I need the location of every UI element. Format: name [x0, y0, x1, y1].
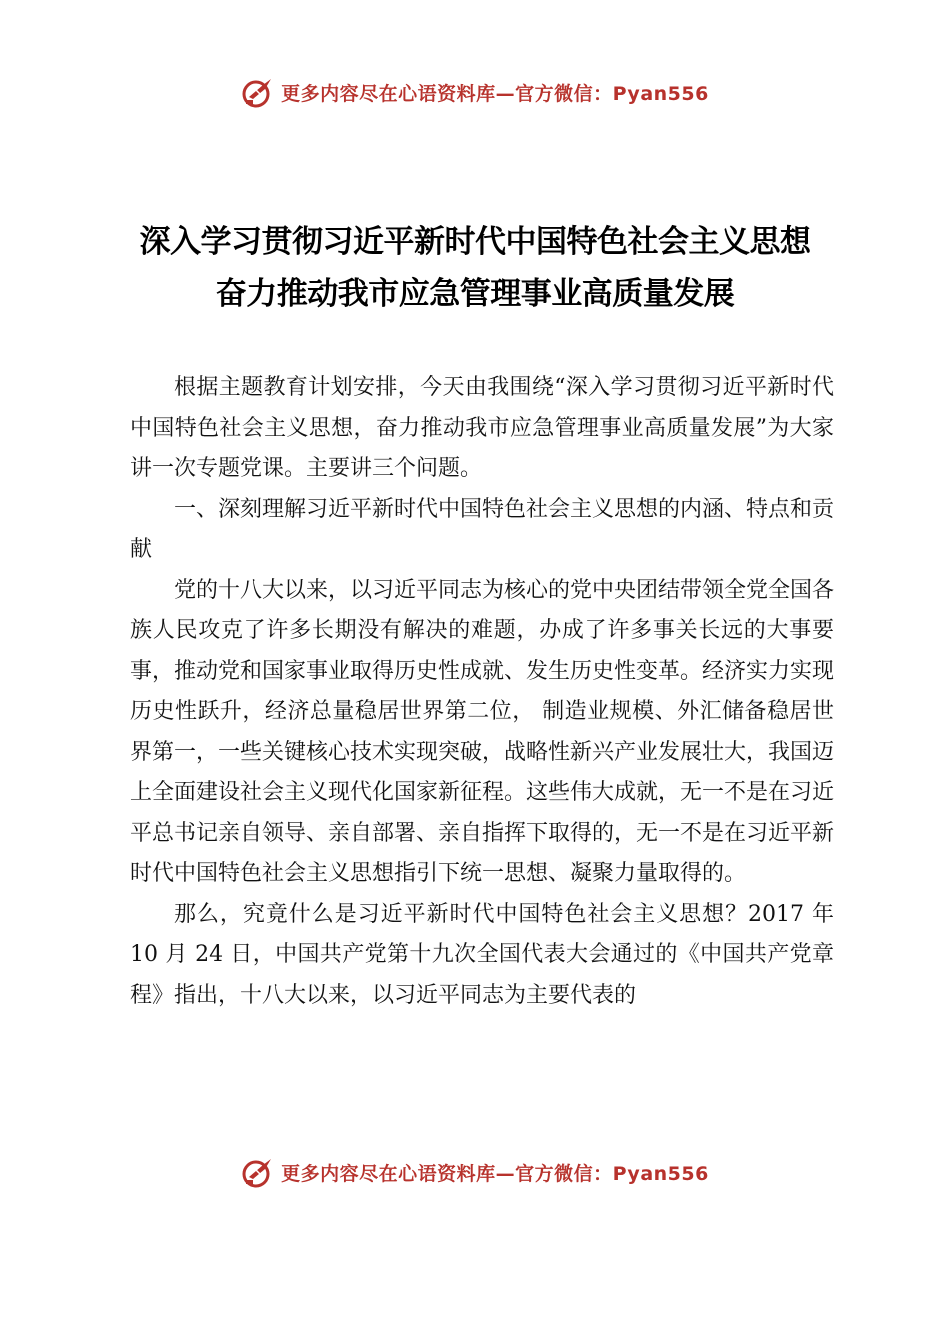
paragraph-achievements: 党的十八大以来，以习近平同志为核心的党中央团结带领全党全国各族人民攻克了许多长期没有解决的难题，办成了许多事关长远的大事要事，推动党和国家事业取得历史性成就、发生历史性变革。经济实力实现历史性跃升，经济总量稳居世界第二位， 制造业规模、外汇储备稳居世界第一，一些关键核心技术实现突破，战略性新兴产业发展壮大，我国迈上全面建设社会主义现代化国家新征程。这些伟大成就，无一不是在习近平总书记亲自领导、亲自部署、亲自指挥下取得的，无一不是在习近平新时代中国特色社会主义思想指引下统一思想、凝聚力量取得的。 — [130, 577, 835, 886]
header-banner — [0, 72, 950, 112]
quill-seal-logo-icon — [241, 75, 275, 109]
footer-banner — [0, 1152, 950, 1192]
document-body — [130, 368, 834, 1016]
footer-banner-text: 更多内容尽在心语资料库—官方微信：Pyan556 — [281, 1162, 709, 1185]
paragraph-definition: 那么，究竟什么是习近平新时代中国特色社会主义思想？2017 年 10 月 24 日，中国共产党第十九次全国代表大会通过的《中国共产党章程》指出，十八大以来，以习近平同志为主要代表的 — [130, 901, 834, 1008]
section-heading-1: 一、深刻理解习近平新时代中国特色社会主义思想的内涵、特点和贡献 — [130, 496, 835, 562]
title-line-2: 奋力推动我市应急管理事业高质量发展 — [215, 276, 735, 312]
document-title — [0, 216, 950, 320]
title-line-1: 深入学习贯彻习近平新时代中国特色社会主义思想 — [139, 224, 811, 260]
quill-seal-logo-icon — [241, 1155, 275, 1189]
paragraph-intro: 根据主题教育计划安排，今天由我围绕“深入学习贯彻习近平新时代中国特色社会主义思想，奋力推动我市应急管理事业高质量发展”为大家讲一次专题党课。主要讲三个问题。 — [130, 375, 834, 481]
header-banner-text: 更多内容尽在心语资料库—官方微信：Pyan556 — [281, 82, 709, 105]
